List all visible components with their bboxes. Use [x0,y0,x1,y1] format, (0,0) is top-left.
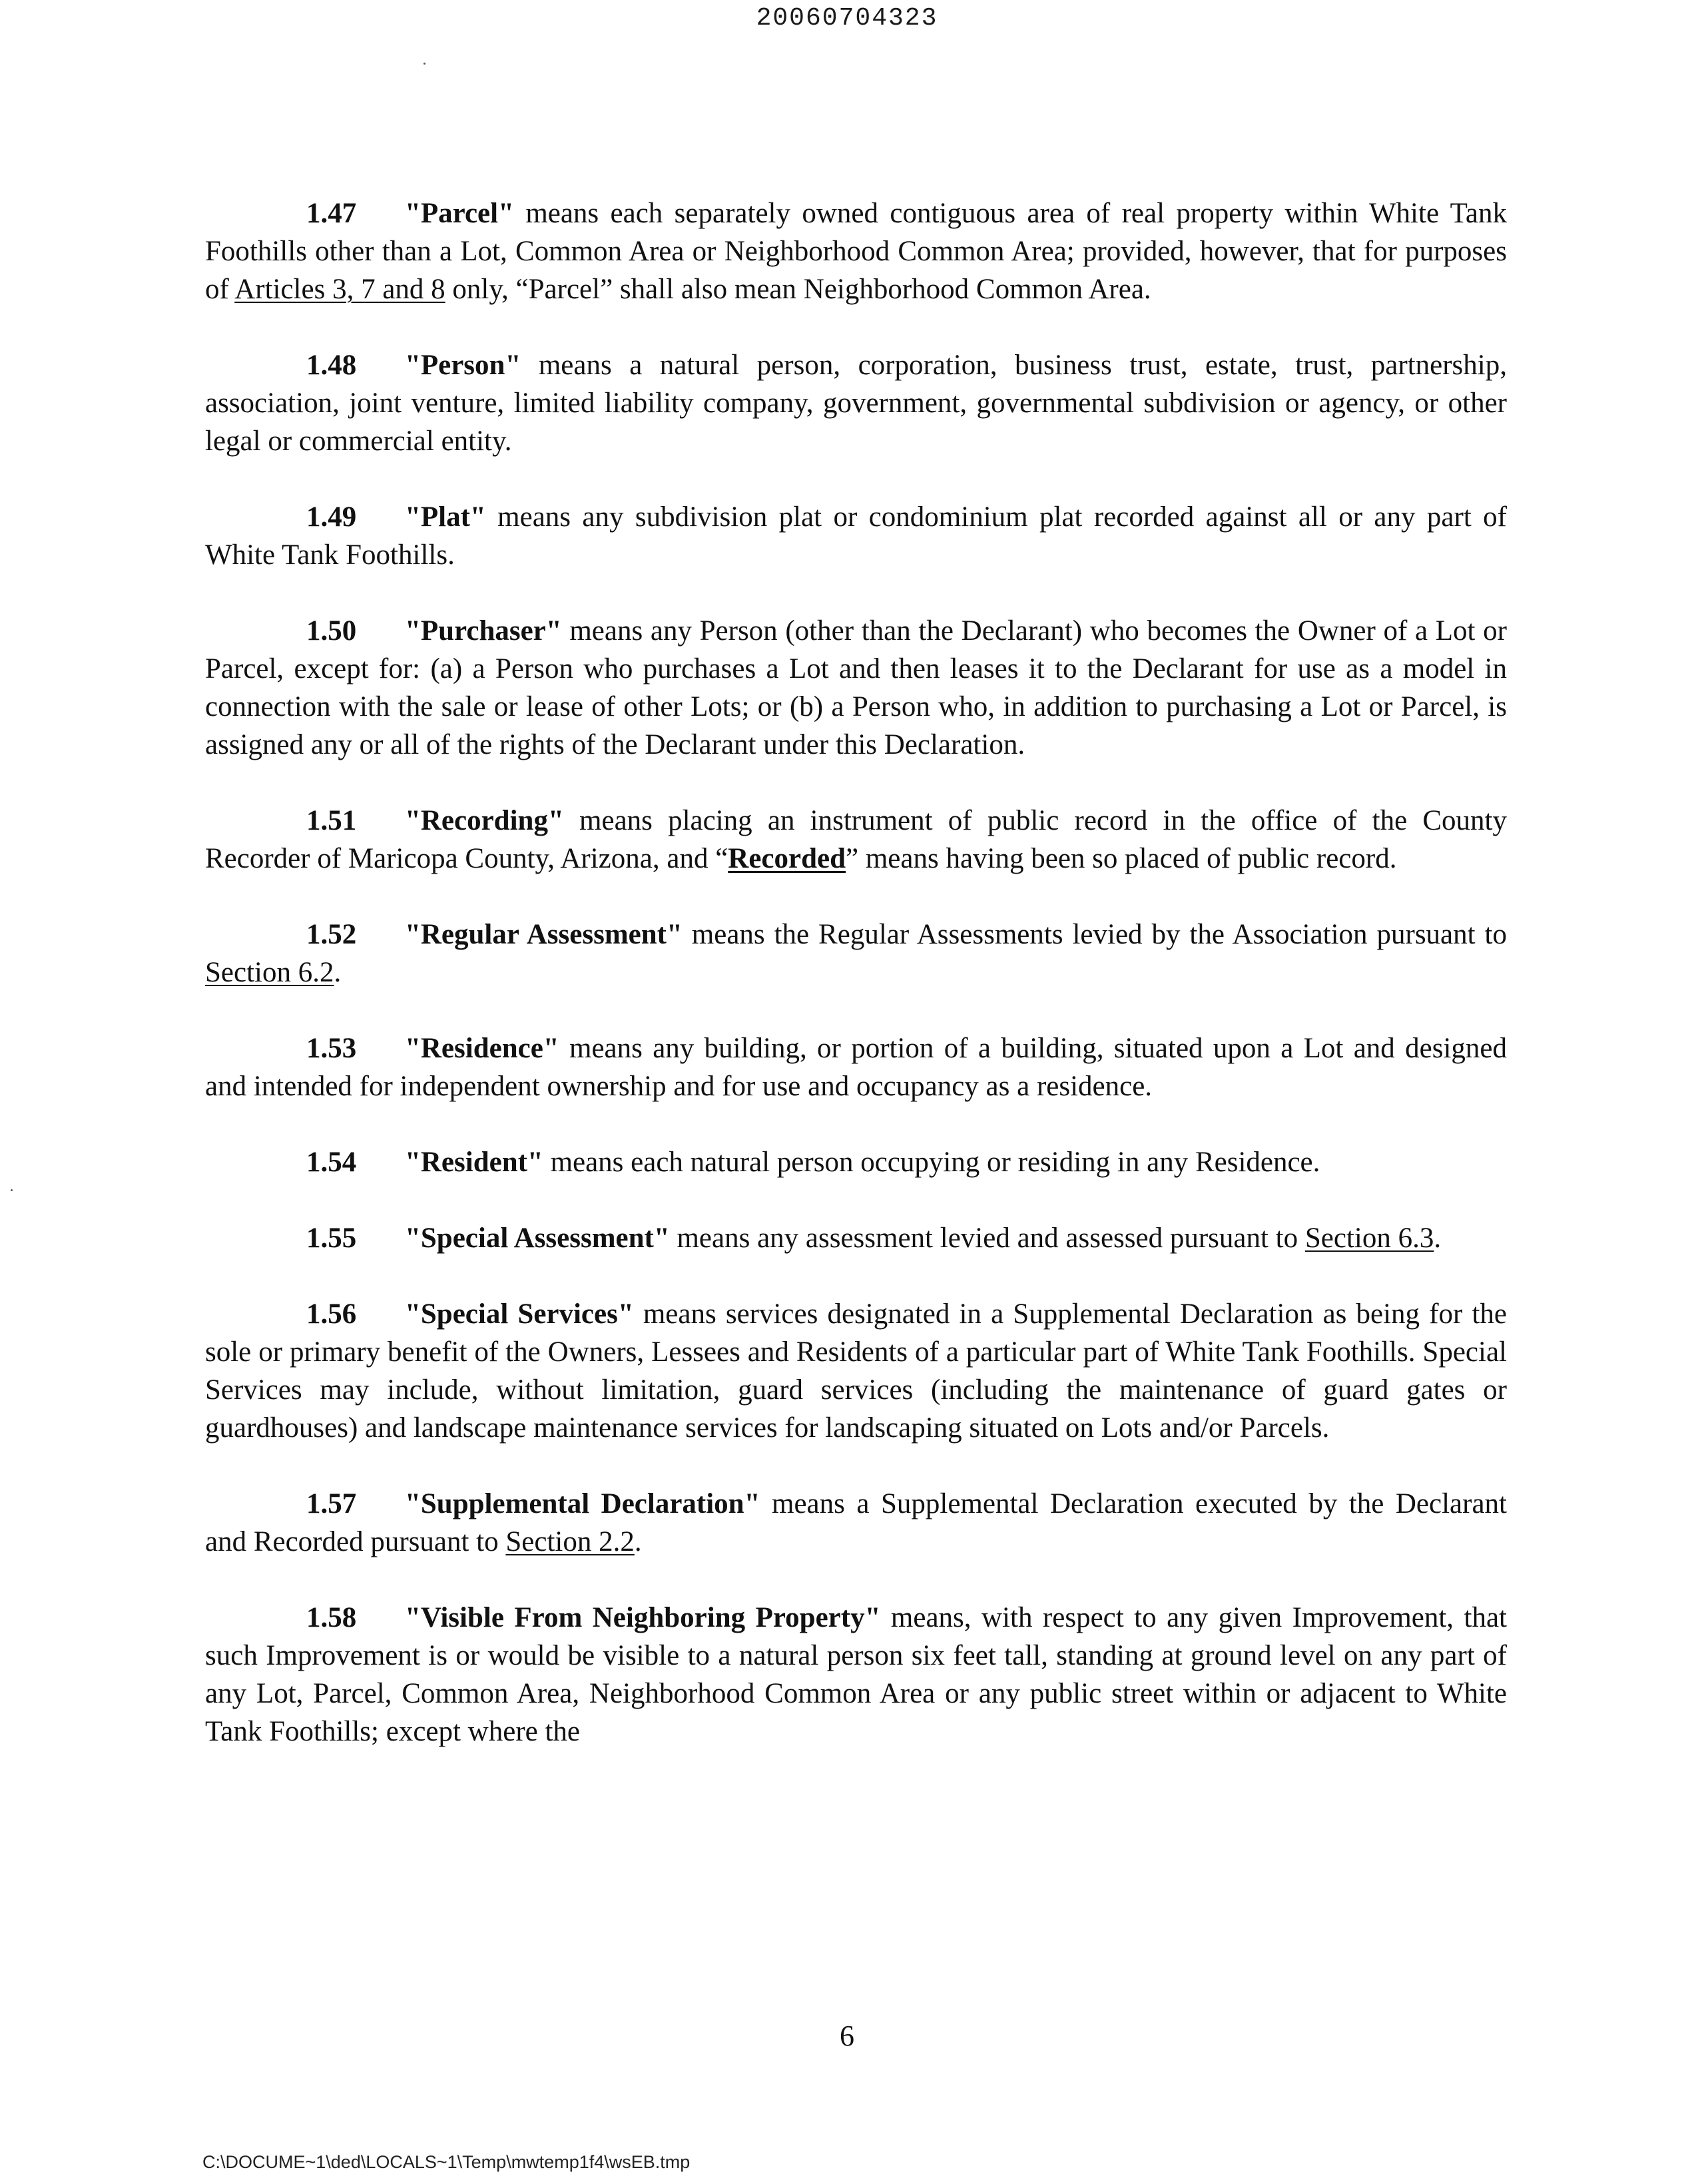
definition-1-53 [205,1029,1507,1105]
section-number: 1.49 [306,501,357,533]
definition-text: means each separately owned contiguous area of real property within White Tank Foothills other than a Lot, Common Area or Neighborhood Common Area; provided, however, that for purposes of [205,198,1507,305]
cross-reference: Section 2.2 [505,1526,635,1557]
definition-text: means any assessment levied and assessed pursuant to [669,1223,1305,1254]
cross-reference: Articles 3, 7 and 8 [234,274,445,305]
section-number: 1.50 [306,615,357,647]
definition-text: means any building, or portion of a building, situated upon a Lot and designed and intended for independent ownership and for use and occupancy as a residence. [205,1033,1507,1102]
definition-text: only, “Parcel” shall also mean Neighborhood Common Area. [445,274,1151,305]
definition-text: . [334,957,342,988]
definition-1-49 [205,498,1507,574]
definition-1-50 [205,612,1507,764]
defined-term: "Person" [405,350,521,381]
cross-reference: Section 6.2 [205,957,334,988]
section-number: 1.47 [306,198,357,229]
defined-term: "Regular Assessment" [405,919,683,950]
file-path: C:\DOCUME~1\ded\LOCALS~1\Temp\mwtemp1f4\wsEB.tmp [202,2152,691,2172]
definition-text: . [634,1526,642,1557]
definition-1-54 [205,1143,1507,1181]
definition-1-58 [205,1599,1507,1751]
defined-term-inline: Recorded [728,843,846,874]
definition-1-55 [205,1219,1507,1257]
defined-term: "Special Assessment" [405,1223,670,1254]
definition-text: means services designated in a Supplemental Declaration as being for the sole or primary benefit of the Owners, Lessees and Residents of a particular part of White Tank Foothills. Special Services may include, without limitation, guard services (including the maintenance of guard gates or guardhouses) and landscape maintenance services for landscaping situated on Lots and/or Parcels. [205,1298,1508,1444]
page-number: 6 [840,2020,854,2052]
definition-text: means each natural person occupying or residing in any Residence. [543,1147,1320,1178]
section-number: 1.58 [306,1602,357,1633]
section-number: 1.56 [306,1298,357,1330]
defined-term: "Recording" [405,805,564,836]
cross-reference: Section 6.3 [1304,1223,1434,1254]
section-number: 1.54 [306,1147,357,1178]
definition-1-48 [205,346,1507,460]
definition-1-57 [205,1485,1507,1561]
definition-1-47 [205,194,1507,308]
definition-1-56 [205,1295,1507,1447]
definition-text: . [1434,1223,1442,1254]
definition-text: means any subdivision plat or condominium plat recorded against all or any part of White Tank Foothills. [205,501,1507,571]
definition-text: means any Person (other than the Declarant) who becomes the Owner of a Lot or Parcel, except for: (a) a Person who purchases a Lot and then leases it to the Declarant for use as a model in connection with the sale or lease of other Lots; or (b) a Person who, in addition to purchasing a Lot or Parcel, is assigned any or all of the rights of the Declarant under this Declaration. [205,615,1507,760]
defined-term: "Resident" [405,1147,543,1178]
definition-text: means a Supplemental Declaration executed by the Declarant and Recorded pursuant to [205,1488,1507,1557]
defined-term: "Special Services" [405,1298,634,1330]
section-number: 1.52 [306,919,357,950]
definition-text: ” means having been so placed of public record. [846,843,1397,874]
definition-text: means the Regular Assessments levied by the Association pursuant to [682,919,1507,950]
scan-speck [11,1189,13,1191]
defined-term: "Visible From Neighboring Property" [405,1602,881,1633]
document-number: 20060704323 [756,4,938,33]
defined-term: "Plat" [405,501,486,533]
definitions-body [205,194,1507,1788]
definition-text: means placing an instrument of public record in the office of the County Recorder of Maricopa County, Arizona, and “ [205,805,1507,874]
scan-speck [424,63,425,65]
section-number: 1.51 [306,805,357,836]
defined-term: "Parcel" [405,198,514,229]
defined-term: "Supplemental Declaration" [405,1488,760,1519]
section-number: 1.55 [306,1223,357,1254]
definition-text: means, with respect to any given Improvement, that such Improvement is or would be visible to a natural person six feet tall, standing at ground level on any part of any Lot, Parcel, Common Area, Neighborhood Common Area or any public street within or adjacent to White Tank Foothills; except where the [205,1602,1508,1747]
defined-term: "Residence" [405,1033,559,1064]
section-number: 1.48 [306,350,357,381]
definition-text: means a natural person, corporation, business trust, estate, trust, partnership, association, joint venture, limited liability company, government, governmental subdivision or agency, or other legal or commercial entity. [205,350,1507,457]
definition-1-51 [205,802,1507,878]
defined-term: "Purchaser" [405,615,562,647]
section-number: 1.57 [306,1488,357,1519]
definition-1-52 [205,916,1507,991]
section-number: 1.53 [306,1033,357,1064]
